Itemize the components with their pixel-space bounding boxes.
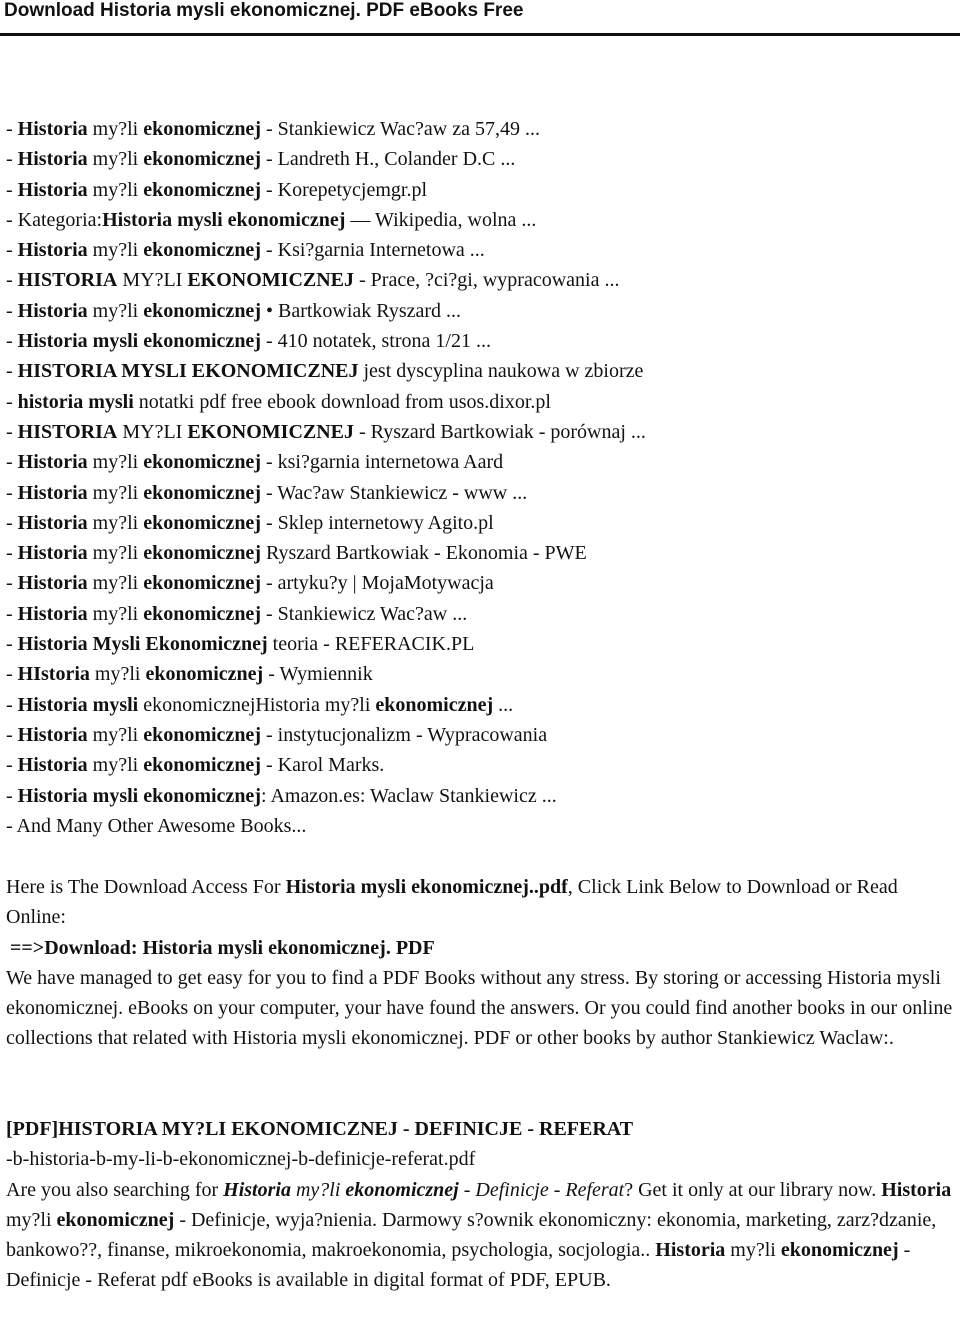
para-text: my?li [725, 1239, 781, 1262]
list-item[interactable] [6, 811, 956, 841]
list-item-text: - Ksi?garnia Internetowa ... [260, 239, 485, 262]
list-item-text: - [6, 178, 18, 201]
list-item[interactable] [6, 508, 956, 538]
list-item-bold: Historia mysli ekonomicznej [17, 784, 261, 807]
para-bold: Historia [655, 1239, 726, 1262]
list-item-bold: ekonomicznej [143, 542, 261, 565]
list-item-text: - [6, 633, 18, 656]
list-item-text: - [6, 330, 18, 353]
list-item[interactable] [6, 659, 956, 689]
list-item-text: my?li [87, 723, 144, 746]
list-item[interactable] [6, 750, 956, 780]
list-item-bold: HISTORIA MYSLI EKONOMICZNEJ [17, 360, 359, 383]
para-italic: my?li [290, 1178, 346, 1201]
list-item-text: my?li [87, 481, 144, 504]
list-item-text: - [6, 511, 18, 534]
list-item-text: - Wac?aw Stankiewicz - www ... [260, 481, 528, 504]
list-item-bold: Historia mysli ekonomicznej [17, 330, 261, 353]
list-item-text: - Korepetycjemgr.pl [260, 178, 428, 201]
list-item-text: my?li [87, 118, 144, 140]
list-item-bold: HISTORIA [17, 420, 118, 443]
list-item[interactable] [6, 205, 956, 235]
list-item-text: jest dyscyplina naukowa w zbiorze [358, 360, 644, 383]
list-item[interactable] [6, 478, 956, 508]
para-bold: Historia [881, 1178, 952, 1201]
list-item-bold: Historia Mysli Ekonomicznej [17, 633, 268, 656]
list-item-text: - [6, 754, 18, 777]
para-text: my?li [6, 1208, 57, 1231]
list-item-bold: ekonomicznej [143, 118, 261, 140]
list-item[interactable] [6, 447, 956, 477]
list-item-text: MY?LI [117, 420, 188, 443]
list-item-bold: ekonomicznej [143, 723, 261, 746]
list-item-text: - [6, 723, 18, 746]
list-item[interactable] [6, 265, 956, 295]
page-title: Download Historia mysli ekonomicznej. PDF eBooks Free [4, 0, 524, 21]
list-item[interactable] [6, 538, 956, 568]
para-text: - Definicje, wyja?nienia. Darmowy s?ownik ekonomiczny: ekonomia, marketing, zarz?dzanie, bankowo??, finanse, mikroekonomia, makroekonomia, psychologia, socjologia.. [6, 1208, 937, 1262]
list-item-text: my?li [87, 178, 144, 201]
list-item-bold: EKONOMICZNEJ [187, 420, 355, 443]
list-item-bold: ekonomicznej [143, 572, 261, 595]
header-rule [0, 33, 960, 36]
list-item-bold: Historia mysli ekonomicznej [102, 208, 346, 231]
list-item-bold: ekonomicznej [143, 481, 261, 504]
para-bold-italic: Historia [223, 1178, 291, 1201]
list-item-bold: EKONOMICZNEJ [187, 269, 355, 292]
list-item-text: - Ryszard Bartkowiak - porównaj ... [354, 420, 646, 443]
access-intro-tail: , Click Link Below to Download or Read Online: [6, 876, 898, 929]
pdf-filename: -b-historia-b-my-li-b-ekonomicznej-b-definicje-referat.pdf [6, 1148, 476, 1171]
list-item[interactable] [6, 356, 956, 386]
list-item-bold: Historia [17, 299, 88, 322]
access-intro [6, 872, 954, 933]
list-item-text: - [6, 481, 18, 504]
list-item-bold: HISTORIA [17, 269, 118, 292]
list-item-text: - Prace, ?ci?gi, wypracowania ... [354, 269, 620, 292]
para-italic: - Definicje - Referat [458, 1178, 625, 1201]
para-bold-italic: ekonomicznej [345, 1178, 459, 1201]
list-item-text: - [6, 693, 18, 716]
list-item[interactable] [6, 781, 956, 811]
list-item-bold: ekonomicznej [145, 663, 264, 686]
list-item-text: - [6, 299, 18, 322]
list-item-text: - ksi?garnia internetowa Aard [260, 451, 504, 474]
list-item-text: - [6, 118, 18, 140]
para-text: Are you also searching for [6, 1178, 224, 1201]
list-item-text: my?li [87, 239, 144, 262]
access-intro-text: Here is The Download Access For [6, 876, 286, 898]
list-item-bold: ekonomicznej [143, 178, 261, 201]
list-item-text: - [6, 542, 18, 565]
definicje-section [6, 1114, 954, 1296]
list-item-bold: Historia [17, 178, 88, 201]
list-item-text: my?li [87, 542, 144, 565]
list-item-text: my?li [87, 299, 144, 322]
para-text: - Definicje - Referat pdf eBooks is available in digital format of PDF, EPUB. [6, 1239, 911, 1292]
list-item-text: my?li [87, 511, 144, 534]
list-item-text: - Stankiewicz Wac?aw ... [260, 602, 468, 625]
list-item-bold: Historia [17, 542, 88, 565]
list-item-text: - [6, 420, 18, 443]
list-item-text: - [6, 390, 18, 413]
list-item-text: - [6, 360, 18, 383]
para-bold: ekonomicznej [780, 1239, 899, 1262]
list-item-text: • Bartkowiak Ryszard ... [260, 299, 462, 322]
list-item-text: - Stankiewicz Wac?aw za 57,49 ... [260, 118, 541, 140]
access-paragraph: We have managed to get easy for you to find a PDF Books without any stress. By storing or accessing Historia mysli ekonomicznej. eBooks on your computer, your have found the answers. Or you could find another books in our online collections that related with Historia mysli ekonomicznej. PDF or other books by author Stankiewicz Waclaw:. [6, 966, 953, 1050]
list-item-text: - [6, 148, 18, 171]
list-item-text: - [6, 572, 18, 595]
list-item-text: notatki pdf free ebook download from usos.dixor.pl [133, 390, 551, 413]
list-item-text: - Kategoria: [6, 208, 103, 231]
access-book-title: Historia mysli ekonomicznej..pdf [285, 876, 568, 898]
list-item-text: - [6, 784, 18, 807]
list-item-bold: Historia mysli [17, 693, 139, 716]
list-item-text: my?li [87, 451, 144, 474]
list-item-bold: HIstoria [17, 663, 90, 686]
download-link[interactable]: ==>Download: Historia mysli ekonomicznej. PDF [10, 936, 435, 959]
list-item-text: ekonomicznejHistoria my?li [138, 693, 376, 716]
list-item-text: - [6, 663, 18, 686]
list-item-bold: Historia [17, 754, 88, 777]
list-item-text: - instytucjonalizm - Wypracowania [260, 723, 548, 746]
section-paragraph [6, 1175, 954, 1296]
list-item-bold: Historia [17, 481, 88, 504]
list-item-text: - Karol Marks. [260, 754, 385, 777]
list-item[interactable] [6, 326, 956, 356]
list-item-bold: Historia [17, 148, 88, 171]
list-item-text: - [6, 239, 18, 262]
list-item-text: — Wikipedia, wolna ... [345, 208, 537, 231]
list-item-bold: historia mysli [17, 390, 134, 413]
list-item-text: Ryszard Bartkowiak - Ekonomia - PWE [260, 542, 587, 565]
list-item-bold: ekonomicznej [143, 754, 261, 777]
list-item-bold: Historia [17, 118, 88, 140]
list-item[interactable] [6, 720, 956, 750]
list-item-text: - [6, 269, 18, 292]
list-item-text: - And Many Other Awesome Books... [6, 814, 307, 837]
para-text: ? Get it only at our library now. [624, 1178, 882, 1201]
list-item-text: my?li [89, 663, 146, 686]
list-item-bold: Historia [17, 239, 88, 262]
list-item-text: my?li [87, 572, 144, 595]
list-item-text: my?li [87, 148, 144, 171]
list-item[interactable] [6, 296, 956, 326]
list-item[interactable] [6, 599, 956, 629]
list-item-text: my?li [87, 602, 144, 625]
para-bold: ekonomicznej [56, 1208, 175, 1231]
list-item[interactable] [6, 114, 956, 144]
list-item-bold: ekonomicznej [143, 148, 261, 171]
list-item-bold: ekonomicznej [143, 602, 261, 625]
download-access-section [6, 872, 954, 1054]
list-item[interactable] [6, 629, 956, 659]
list-item-bold: ekonomicznej [143, 239, 261, 262]
list-item-text: - Wymiennik [263, 663, 373, 686]
page-header [0, 0, 960, 20]
list-item-text: - [6, 602, 18, 625]
list-item-text: : Amazon.es: Waclaw Stankiewicz ... [260, 784, 557, 807]
list-item[interactable] [6, 235, 956, 265]
list-item-bold: ekonomicznej [143, 451, 261, 474]
list-item-text: teoria - REFERACIK.PL [267, 633, 475, 656]
related-links-list [6, 114, 956, 841]
list-item-text: MY?LI [117, 269, 188, 292]
section-heading: [PDF]HISTORIA MY?LI EKONOMICZNEJ - DEFINICJE - REFERAT [6, 1118, 634, 1140]
list-item-text: ... [493, 693, 514, 716]
list-item-bold: ekonomicznej [375, 693, 494, 716]
list-item-bold: Historia [17, 602, 88, 625]
list-item-bold: ekonomicznej [143, 511, 261, 534]
list-item-bold: Historia [17, 723, 88, 746]
list-item[interactable] [6, 387, 956, 417]
list-item-bold: Historia [17, 572, 88, 595]
list-item-text: - artyku?y | MojaMotywacja [260, 572, 494, 595]
list-item-text: - Landreth H., Colander D.C ... [260, 148, 516, 171]
list-item-bold: Historia [17, 451, 88, 474]
list-item-text: - 410 notatek, strona 1/21 ... [260, 330, 491, 353]
list-item-bold: Historia [17, 511, 88, 534]
list-item[interactable] [6, 417, 956, 447]
list-item[interactable] [6, 568, 956, 598]
list-item[interactable] [6, 175, 956, 205]
list-item[interactable] [6, 690, 956, 720]
list-item-bold: ekonomicznej [143, 299, 261, 322]
list-item-text: my?li [87, 754, 144, 777]
list-item-text: - Sklep internetowy Agito.pl [260, 511, 494, 534]
list-item[interactable] [6, 144, 956, 174]
list-item-text: - [6, 451, 18, 474]
